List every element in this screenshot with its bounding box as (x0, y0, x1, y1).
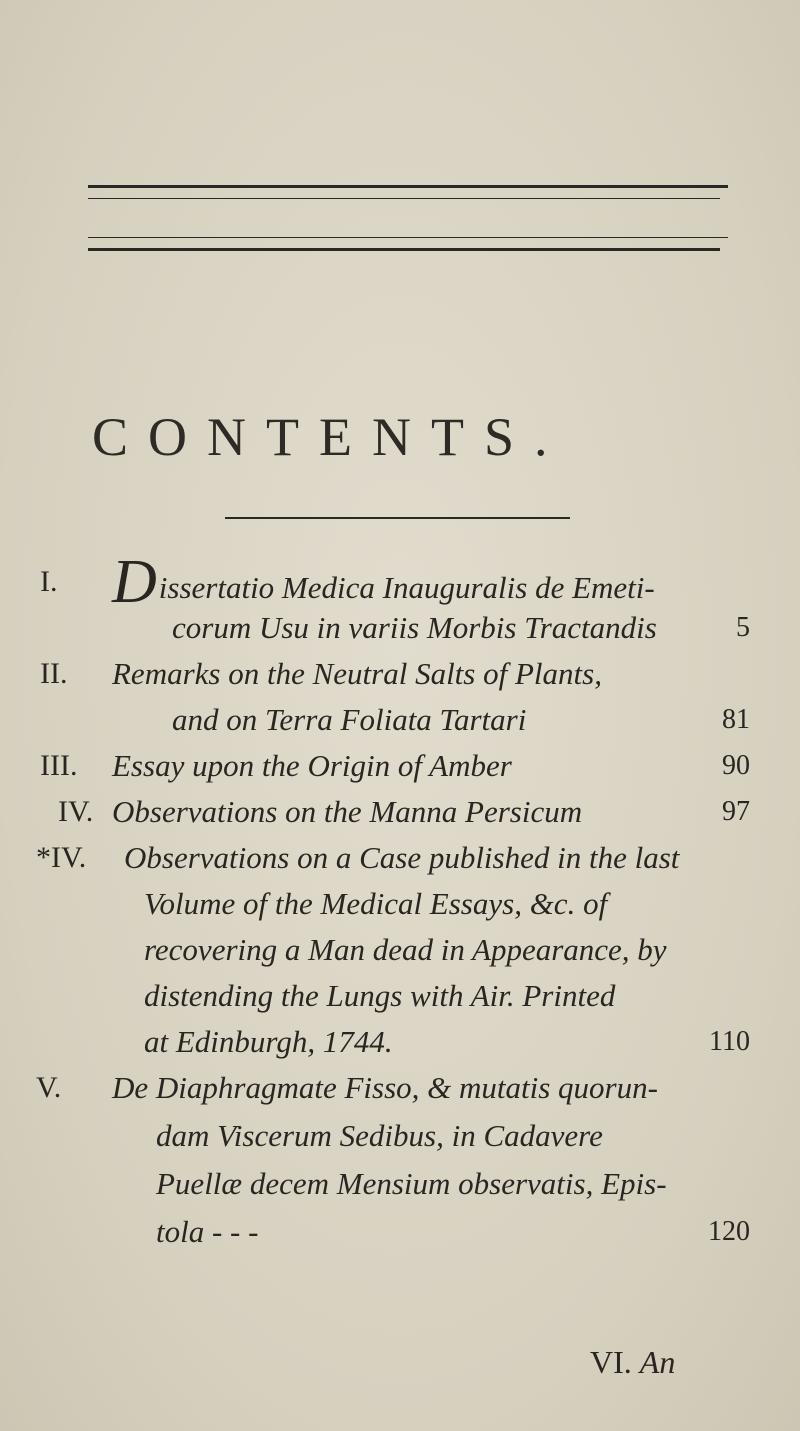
entry-number: I. (40, 565, 58, 598)
entry-line-text: issertatio Medica Inauguralis de Emeti- (158, 570, 655, 605)
entry-line: recovering a Man dead in Appearance, by (144, 932, 667, 967)
entry-line: dam Viscerum Sedibus, in Cadavere (156, 1118, 603, 1153)
entry-line (112, 548, 672, 616)
entry-line: at Edinburgh, 1744. (144, 1024, 393, 1059)
top-double-rule-lower (88, 198, 720, 199)
entry-number: II. (40, 657, 68, 690)
top-double-rule-upper (88, 185, 728, 188)
entry-number: III. (40, 749, 78, 782)
entry-line: and on Terra Foliata Tartari (172, 702, 527, 737)
entry-number: V. (36, 1071, 62, 1104)
entry-line: corum Usu in variis Morbis Tractandis (172, 610, 657, 645)
entry-page-number: 97 (722, 796, 750, 827)
catchword-number: VI. (590, 1344, 632, 1380)
entry-line: Volume of the Medical Essays, &c. of (144, 886, 608, 921)
entry-page-number: 81 (722, 704, 750, 735)
catchword (590, 1340, 675, 1384)
entry-line: De Diaphragmate Fisso, & mutatis quorun- (112, 1070, 658, 1105)
entry-line: Puellæ decem Mensium observatis, Epis- (156, 1166, 667, 1201)
entry-line: Essay upon the Origin of Amber (112, 748, 512, 783)
second-double-rule-lower (88, 248, 720, 251)
entry-number: *IV. (36, 841, 87, 874)
second-double-rule-upper (88, 237, 728, 238)
heading-underline (225, 517, 570, 519)
catchword-word: An (639, 1344, 676, 1380)
entry-number: IV. (58, 795, 94, 828)
entry-page-number: 120 (708, 1216, 750, 1247)
entry-line: Observations on a Case published in the last (124, 840, 680, 875)
entry-page-number: 5 (736, 612, 750, 643)
entry-line: Remarks on the Neutral Salts of Plants, (112, 656, 602, 691)
entry-line: tola - - - (156, 1214, 259, 1249)
entry-page-number: 110 (709, 1026, 750, 1057)
entry-line: distending the Lungs with Air. Printed (144, 978, 616, 1013)
contents-heading: CONTENTS. (92, 407, 568, 467)
drop-capital: D (112, 548, 157, 616)
entry-line: Observations on the Manna Persicum (112, 794, 583, 829)
entry-page-number: 90 (722, 750, 750, 781)
